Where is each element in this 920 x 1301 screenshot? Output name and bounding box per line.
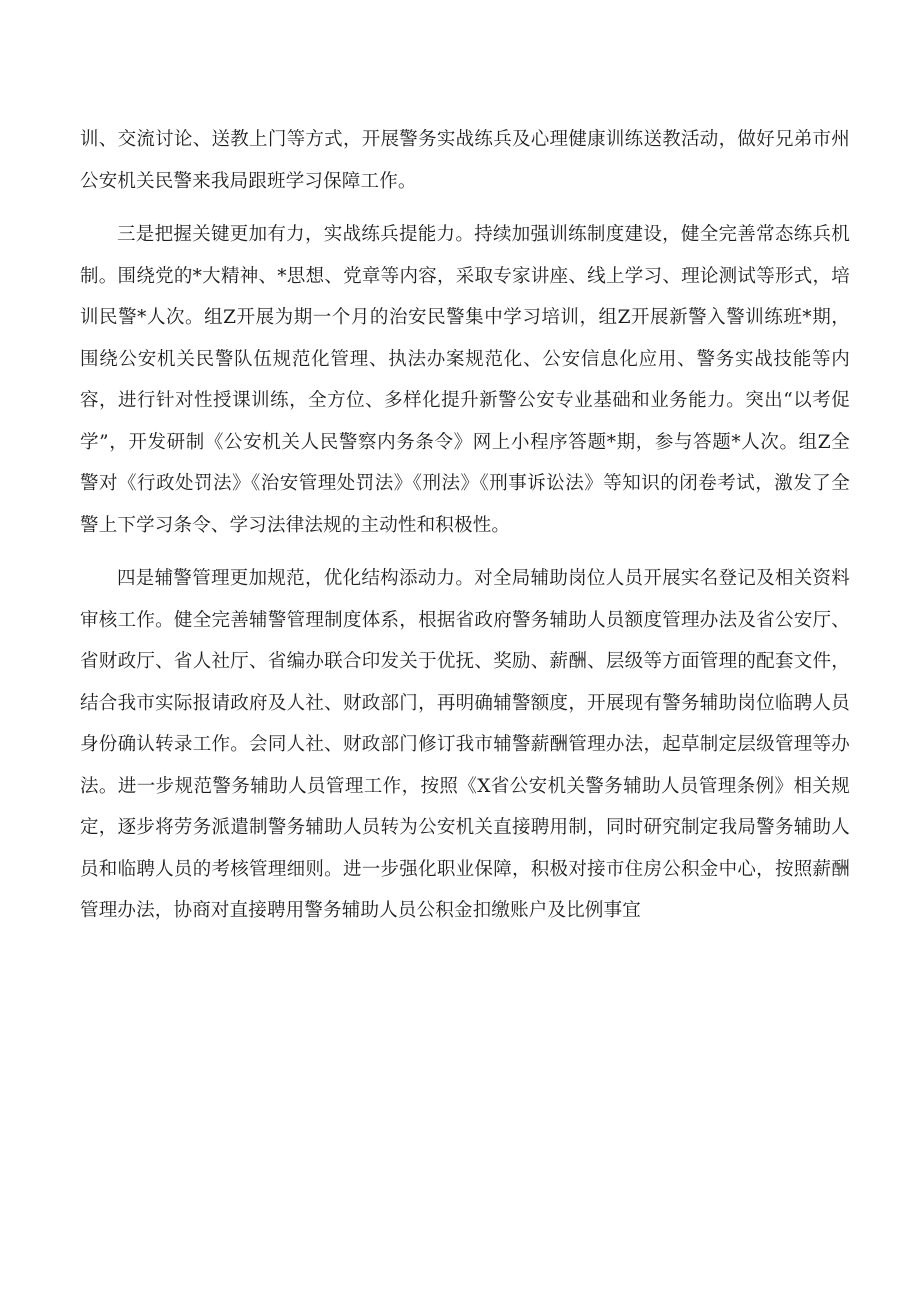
- paragraph-2: 三是把握关键更加有力，实战练兵提能力。持续加强训练制度建设，健全完善常态练兵机制。围绕党的*大精神、*思想、党章等内容，采取专家讲座、线上学习、理论测试等形式，培训民警*人次。组Z开展为期一个月的治安民警集中学习培训，组Z开展新警入警训练班*期，围绕公安机关民警队伍规范化管理、执法办案规范化、公安信息化应用、警务实战技能等内容，进行针对性授课训练，全方位、多样化提升新警公安专业基础和业务能力。突出“以考促学”，开发研制《公安机关人民警察内务条令》网上小程序答题*期，参与答题*人次。组Z全警对《行政处罚法》《治安管理处罚法》《刑法》《刑事诉讼法》等知识的闭卷考试，激发了全警上下学习条令、学习法律法规的主动性和积极性。: [80, 224, 850, 536]
- paragraph-1: 训、交流讨论、送教上门等方式，开展警务实战练兵及心理健康训练送教活动，做好兄弟市州公安机关民警来我局跟班学习保障工作。: [80, 129, 850, 192]
- document-body: [80, 119, 850, 932]
- paragraph-3: 四是辅警管理更加规范，优化结构添动力。对全局辅助岗位人员开展实名登记及相关资料审核工作。健全完善辅警管理制度体系，根据省政府警务辅助人员额度管理办法及省公安厅、省财政厅、省人社厅、省编办联合印发关于优抚、奖励、薪酬、层级等方面管理的配套文件，结合我市实际报请政府及人社、财政部门，再明确辅警额度，开展现有警务辅助岗位临聘人员身份确认转录工作。会同人社、财政部门修订我市辅警薪酬管理办法，起草制定层级管理等办法。进一步规范警务辅助人员管理工作，按照《X省公安机关警务辅助人员管理条例》相关规定，逐步将劳务派遣制警务辅助人员转为公安机关直接聘用制，同时研究制定我局警务辅助人员和临聘人员的考核管理细则。进一步强化职业保障，积极对接市住房公积金中心，按照薪酬管理办法，协商对直接聘用警务辅助人员公积金扣缴账户及比例事宜: [80, 568, 850, 921]
